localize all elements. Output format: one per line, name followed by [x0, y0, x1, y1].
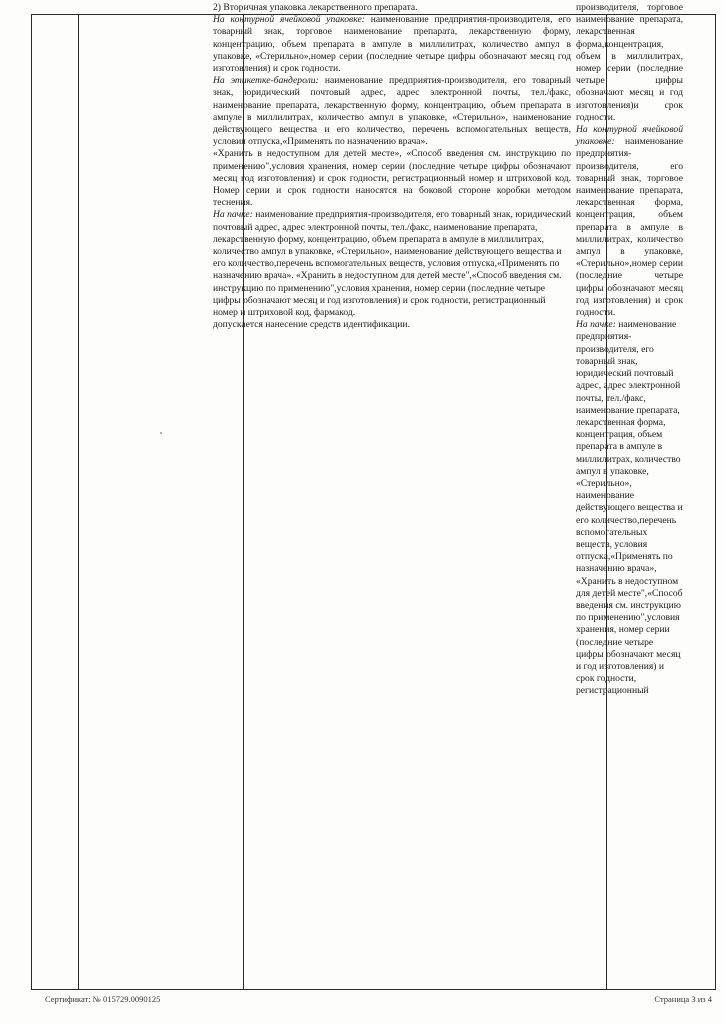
side-contour-paragraph [576, 124, 683, 319]
contour-text: наименование предприятия-производителя, его товарный знак, торговое наименование препарата, лекарственную форму, концентрацию, объем препарата в ампуле в миллилитрах, количество ампул в упаковке, «Стерильно»,номер серии (последние четыре цифры обозначают месяц год изготовления) и срок годности. [213, 14, 571, 75]
certificate-number: Сертификат: № 015729.0090125 [45, 994, 161, 1004]
side-text-cell [576, 2, 683, 698]
banderol-paragraph [213, 75, 571, 148]
side-contour-label: На контурной ячейковой упаковке: [576, 124, 683, 148]
column-divider [78, 15, 79, 989]
side-contour-text: наименование предприятия-производителя, его товарный знак, торговое наименование препарата, лекарственная форма, концентрация, объем препарата в ампуле в миллилитрах, количество ампул в упаковке, «Стерильно»,номер серии (последние четыре цифры обозначают месяц год изготовления) и срок годности. [576, 136, 683, 319]
side-top-text: производителя, торговое наименование препарата, лекарственная форма,концентрация, объем в миллилитрах, номер серии (последние четыре цифры обозначают месяц и год изготовления)и срок годности. [576, 2, 683, 123]
contour-label: На контурной ячейковой упаковке: [213, 14, 365, 26]
side-pack-text: наименование предприятия-производителя, его товарный знак, юридический почтовый адрес, адрес электронной почты, тел./факс, наименование препарата, лекарственная форма, концентрация, объем препарата в ампуле в миллилитрах, количество ампул в упаковке, «Стерильно», наименование действующего вещества и его количество,перечень вспомогательных веществ, условия отпуска,«Применять по назначению врача», «Хранить в недоступном для детей месте",«Способ введения см. инструкцию по применению",условия хранения, номер серии (последние четыре цифры обозначают месяц и год изготовления) и срок годности, регистрационный [576, 319, 683, 697]
storage-paragraph: «Хранить в недоступном для детей месте», «Способ введения см. инструкцию по применению",условия хранения, номер серии (последние четыре цифры обозначают месяц год изготовления) и срок годности, регистрационный номер и штриховой код. Номер серии и срок годности наносятся на боковой стороне коробки методом теснения. [213, 148, 571, 209]
page-number: Страница 3 из 4 [654, 994, 712, 1004]
pack-label: На пачке: [213, 209, 253, 221]
main-text-cell [213, 2, 571, 331]
pack-text: наименование предприятия-производителя, его товарный знак, юридический почтовый адрес, адрес электронной почты, тел./факс, наименование препарата, лекарственную форму, концентрацию, объем препарата в ампуле в миллилитрах, количество ампул в упаковке, «Стерильно», наименование действующего вещества и его количество,перечень вспомогательных веществ, условия отпуска,«Применять по назначению врача». «Хранить в недоступном для детей месте",«Способ введения см. инструкцию по применению",условия хранения, номер серии (последние четыре цифры обозначают месяц и год изготовления) и срок годности, регистрационный номер и штриховой код, фармакод. [213, 209, 571, 319]
side-pack-paragraph [576, 319, 683, 697]
identification-paragraph: допускается нанесение средств идентификации. [213, 319, 410, 331]
pack-paragraph [213, 209, 571, 319]
section-heading: 2) Вторичная упаковка лекарственного препарата. [213, 2, 418, 13]
contour-paragraph [213, 14, 571, 75]
scan-speck [160, 432, 162, 434]
banderol-text: наименование предприятия-производителя, его товарный знак, юридический почтовый адрес, адрес электронной почты, тел./факс, наименование препарата, лекарственную форму, концентрацию, объем препарата в ампуле в миллилитрах, количество ампул в упаковке, «Стерильно», наименование действующего вещества и его количество, перечень вспомогательных веществ, условия отпуска,«Применять по назначению врача». [213, 75, 571, 148]
banderol-label: На этикетке-бандероли: [213, 75, 319, 87]
side-pack-label: На пачке: [576, 319, 616, 331]
